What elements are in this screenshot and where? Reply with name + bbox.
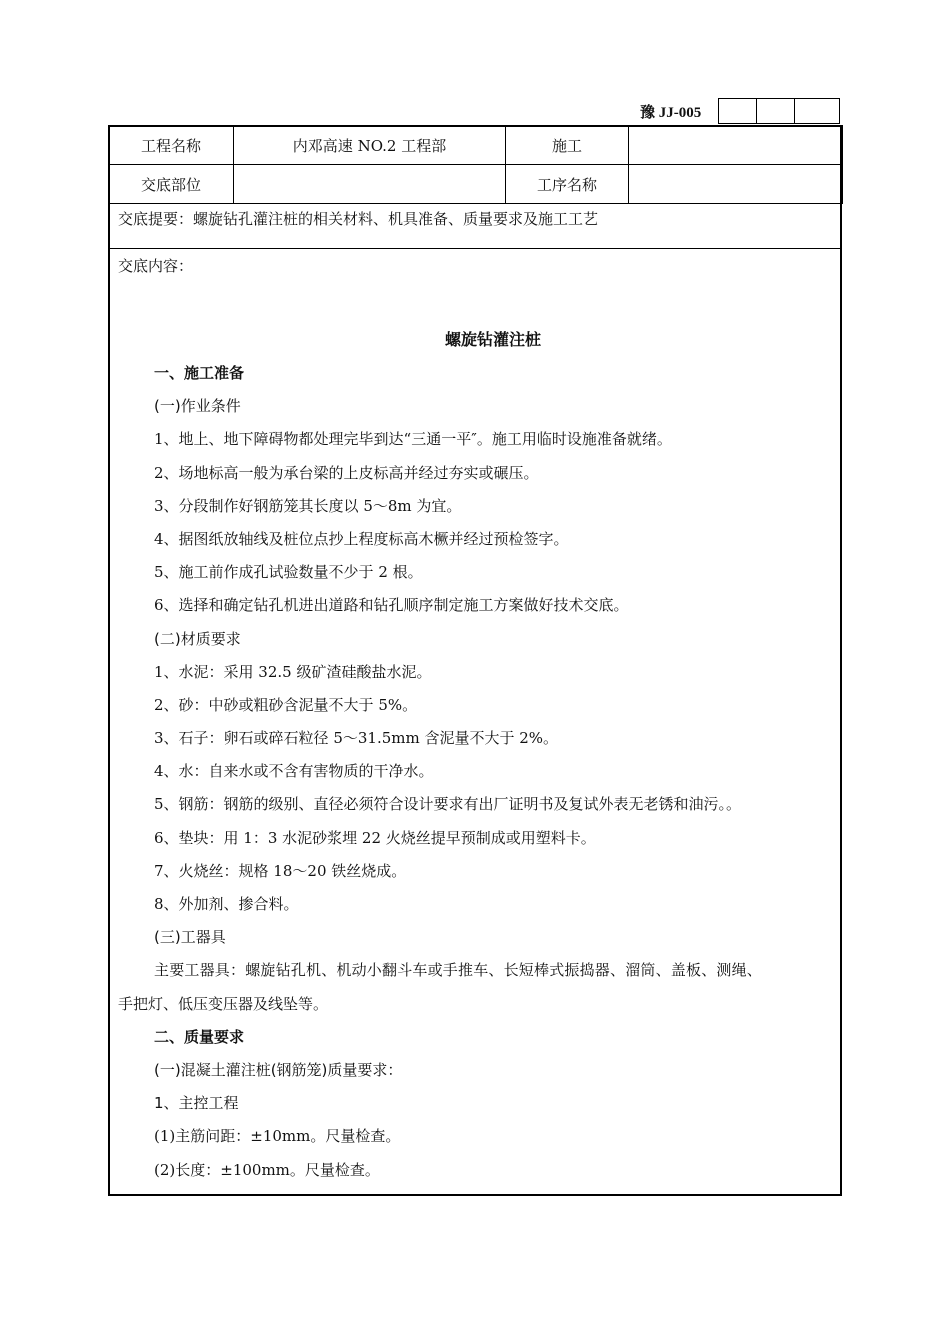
section-heading: 一、施工准备 bbox=[154, 364, 245, 382]
subsection-heading: 1、主控工程 bbox=[154, 1094, 239, 1113]
construction-value[interactable] bbox=[629, 126, 843, 165]
code-box[interactable] bbox=[756, 98, 794, 124]
location-value[interactable] bbox=[234, 165, 506, 204]
body-line: 主要工器具：螺旋钻孔机、机动小翻斗车或手推车、长短棒式振捣器、溜筒、盖板、测绳、 bbox=[154, 961, 763, 980]
subsection-heading: (二)材质要求 bbox=[154, 629, 241, 648]
body-text bbox=[118, 357, 834, 1187]
form-code-label: 豫 JJ-005 bbox=[640, 105, 702, 121]
project-name-label: 工程名称 bbox=[109, 126, 234, 165]
body-line: 2、砂：中砂或粗砂含泥量不大于 5%。 bbox=[154, 695, 418, 714]
body-line: (2)长度：±100mm。尺量检查。 bbox=[154, 1160, 380, 1179]
subsection-heading: (一)作业条件 bbox=[154, 397, 241, 416]
header-table bbox=[108, 125, 843, 204]
code-box[interactable] bbox=[794, 98, 840, 124]
body-line: 7、火烧丝：规格 18～20 铁丝烧成。 bbox=[154, 861, 407, 880]
body-line: 4、水：自来水或不含有害物质的干净水。 bbox=[154, 762, 434, 781]
section-heading: 二、质量要求 bbox=[154, 1027, 245, 1046]
construction-label: 施工 bbox=[506, 126, 629, 165]
location-label: 交底部位 bbox=[109, 165, 234, 204]
process-name-value[interactable] bbox=[629, 165, 843, 204]
form-code-boxes bbox=[718, 98, 840, 124]
subsection-heading: (三)工器具 bbox=[154, 928, 226, 947]
body-line: 5、钢筋：钢筋的级别、直径必须符合设计要求有出厂证明书及复试外表无老锈和油污。。 bbox=[154, 795, 742, 814]
body-line: 6、选择和确定钻孔机进出道路和钻孔顺序制定施工方案做好技术交底。 bbox=[154, 596, 629, 615]
body-line: (1)主筋问距：±10mm。尺量检查。 bbox=[154, 1127, 401, 1146]
project-name-value[interactable]: 内邓高速 NO.2 工程部 bbox=[234, 126, 506, 165]
body-line: 3、石子：卵石或碎石粒径 5～31.5mm 含泥量不大于 2%。 bbox=[154, 729, 559, 748]
form-code bbox=[640, 98, 718, 125]
header-row bbox=[109, 165, 843, 204]
document-title: 螺旋钻灌注桩 bbox=[444, 330, 541, 349]
body-line: 6、垫块：用 1：3 水泥砂浆埋 22 火烧丝提早预制成或用塑料卡。 bbox=[154, 828, 596, 847]
body-line: 5、施工前作成孔试验数量不少于 2 根。 bbox=[154, 563, 423, 582]
summary: 交底提要：螺旋钻孔灌注桩的相关材料、机具准备、质量要求及施工工艺 bbox=[110, 202, 840, 249]
header-row bbox=[109, 126, 843, 165]
body-line: 1、地上、地下障碍物都处理完毕到达“三通一平″。施工用临时设施准备就绪。 bbox=[154, 430, 672, 449]
body-line: 2、场地标高一般为承台梁的上皮标高并经过夯实或碾压。 bbox=[154, 463, 539, 482]
body-line: 8、外加剂、掺合料。 bbox=[154, 895, 299, 913]
code-box[interactable] bbox=[718, 98, 756, 124]
body-line: 4、据图纸放轴线及桩位点抄上程度标高木橛并经过预检签字。 bbox=[154, 529, 569, 548]
subsection-heading: (一)混凝土灌注桩(钢筋笼)质量要求： bbox=[154, 1060, 403, 1079]
content-label: 交底内容： bbox=[118, 257, 194, 275]
body-line: 手把灯、低压变压器及线坠等。 bbox=[118, 994, 329, 1013]
body-line: 1、水泥：采用 32.5 级矿渣硅酸盐水泥。 bbox=[154, 662, 432, 681]
process-name-label: 工序名称 bbox=[506, 165, 629, 204]
body-line: 3、分段制作好钢筋笼其长度以 5～8m 为宜。 bbox=[154, 496, 462, 515]
